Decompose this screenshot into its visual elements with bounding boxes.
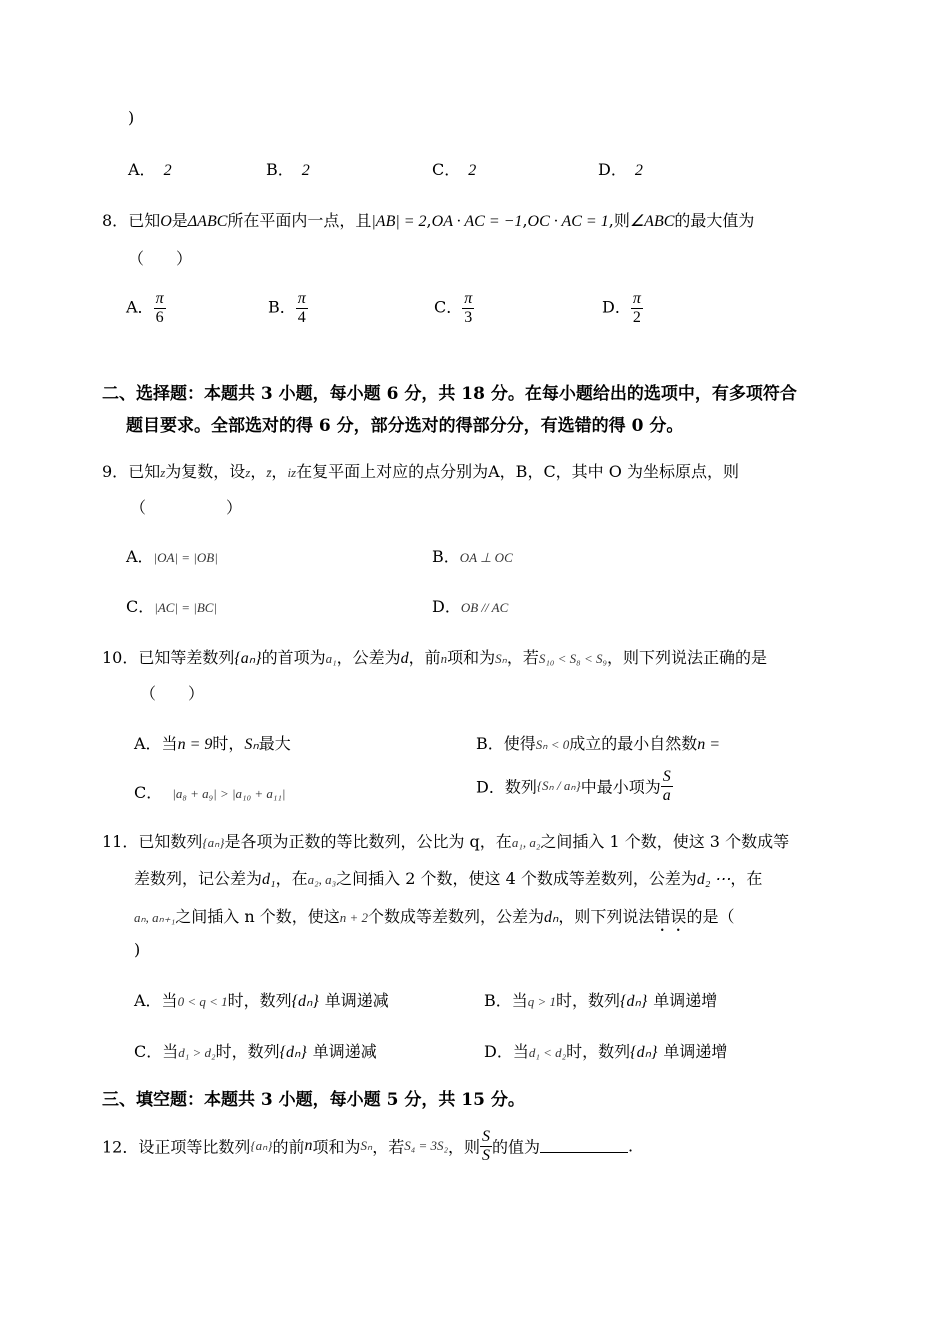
section2-heading-line1: 二、选择题：本题共 3 小题，每小题 6 分，共 18 分。在每小题给出的选项中，有多项符合 xyxy=(102,384,797,404)
q10-stem: 10．已知等差数列{aₙ}的首项为a₁，公差为d，前n项和为Sₙ，若S₁₀ < S₈ < S₉，则下列说法正确的是 xyxy=(102,648,767,667)
q8-cond-ab: |AB| = 2 xyxy=(371,213,427,230)
q9-option-b[interactable]: B．OA ⊥ OC xyxy=(432,547,513,566)
q10-option-d[interactable]: D．数列{Sₙ / aₙ}中最小项为 $\frac{S}{a}$ xyxy=(476,768,671,804)
prev-close-paren: ) xyxy=(128,108,135,127)
prev-option-d[interactable]: D． 2 xyxy=(598,160,643,179)
q11-stem-line1: 11．已知数列{aₙ}是各项为正数的等比数列，公比为 q，在a₁, a₂之间插入 1 个数，使这 3 个数成等 xyxy=(102,832,790,851)
q8-option-b-fraction: $\frac{\pi}{4}$ xyxy=(297,290,306,326)
q11-close-paren: ) xyxy=(134,940,141,959)
q9-stem: 9．已知z为复数，设z，z̄，iz在复平面上对应的点分别为A，B，C，其中 O 为坐标原点，则 xyxy=(102,462,739,481)
q11-option-d[interactable]: D．当d₁ < d₂时，数列{dₙ} 单调递增 xyxy=(484,1042,728,1061)
section2-heading-line2: 题目要求。全部选对的得 6 分，部分选对的得部分分，有选错的得 0 分。 xyxy=(126,416,684,436)
q8-option-d[interactable]: D． $\frac{\pi}{2}$ xyxy=(602,290,641,326)
q11-number: 11． xyxy=(102,832,139,851)
q11-option-b[interactable]: B．当q > 1时，数列{dₙ} 单调递增 xyxy=(484,991,718,1010)
q10-option-d-fraction: $\frac{S}{a}$ xyxy=(662,768,671,804)
q11-stem-line2: 差数列，记公差为d₁，在a₂, a₃之间插入 2 个数，使这 4 个数成等差数列，公差为d₂ ⋯，在 xyxy=(134,869,763,888)
q11-option-a[interactable]: A．当0 < q < 1时，数列{dₙ} 单调递减 xyxy=(134,991,389,1010)
q8-option-d-fraction: $\frac{\pi}{2}$ xyxy=(632,290,641,326)
q8-option-a[interactable]: A． $\frac{\pi}{6}$ xyxy=(126,290,164,326)
q8-number: 8． xyxy=(102,211,129,230)
q12-stem: 12．设正项等比数列{aₙ}的前n项和为Sₙ，若S₄ = 3S₂，则 $\frac{S}{S}$ 的值为 . xyxy=(102,1128,634,1164)
q10-option-c[interactable]: C． |a₈ + a₉| > |a₁₀ + a₁₁| xyxy=(134,783,286,802)
q10-answer-paren: （ ） xyxy=(140,684,205,703)
q8-option-a-fraction: $\frac{\pi}{6}$ xyxy=(155,290,164,326)
q11-stem-line3: aₙ, aₙ₊₁之间插入 n 个数，使这n + 2个数成等差数列，公差为dₙ，则下列说法错误的是（ xyxy=(134,907,735,926)
section3-heading: 三、填空题：本题共 3 小题，每小题 5 分，共 15 分。 xyxy=(102,1090,525,1110)
q12-number: 12． xyxy=(102,1137,139,1157)
q11-option-c[interactable]: C．当d₁ > d₂时，数列{dₙ} 单调递减 xyxy=(134,1042,377,1061)
q9-option-c[interactable]: C．|AC| = |BC| xyxy=(126,597,218,616)
q9-answer-paren: （ ） xyxy=(130,498,243,517)
q9-option-d[interactable]: D．OB // AC xyxy=(432,597,509,616)
q8-cond-oa-ac: OA · AC = −1 xyxy=(431,213,523,230)
q10-option-b[interactable]: B．使得Sₙ < 0成立的最小自然数n = xyxy=(476,734,721,753)
prev-option-a[interactable]: A． 2 xyxy=(128,160,172,179)
prev-option-c[interactable]: C． 2 xyxy=(432,160,477,179)
q10-number: 10． xyxy=(102,648,139,667)
q8-stem: 8．已知O是ΔABC所在平面内一点，且|AB| = 2,OA · AC = −1,OC · AC = 1,则∠ABC的最大值为 xyxy=(102,211,755,230)
q8-option-c-fraction: $\frac{\pi}{3}$ xyxy=(464,290,473,326)
q12-fraction: $\frac{S}{S}$ xyxy=(482,1128,491,1164)
q9-option-a[interactable]: A．|OA| = |OB| xyxy=(126,547,218,566)
q8-answer-paren: （ ） xyxy=(128,249,193,268)
prev-option-b[interactable]: B． 2 xyxy=(266,160,310,179)
q9-number: 9． xyxy=(102,462,129,481)
q8-option-c[interactable]: C． $\frac{\pi}{3}$ xyxy=(434,290,473,326)
q12-answer-blank[interactable] xyxy=(540,1136,628,1153)
q8-cond-oc-ac: OC · AC = 1 xyxy=(527,213,609,230)
q8-option-b[interactable]: B． $\frac{\pi}{4}$ xyxy=(268,290,306,326)
q10-option-a[interactable]: A．当n = 9时，Sₙ最大 xyxy=(134,734,291,753)
q11-emphasis-word: 错误 xyxy=(654,907,687,926)
